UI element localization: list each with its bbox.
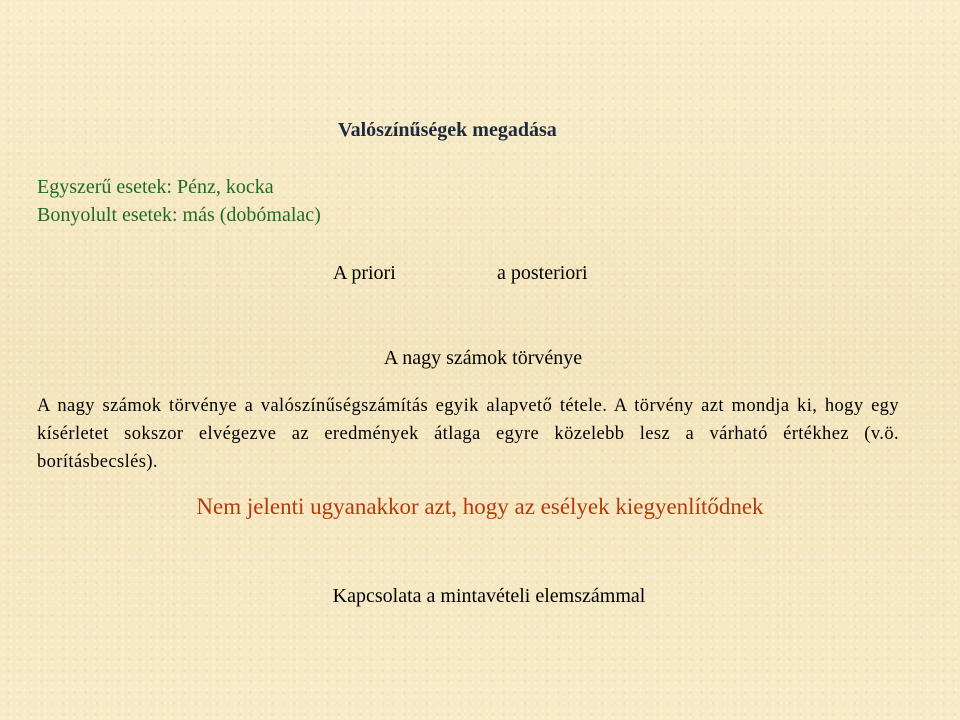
slide-title: Valószínűségek megadása [338,119,557,141]
law-paragraph: A nagy számok törvénye a valószínűségszámítás egyik alapvető tétele. A törvény azt mondja ki, hogy egy kísérletet sokszor elvégezve az eredmények átlaga egyre közelebb lesz a várható értékhez (v.ö. borításbecslés). [37,396,899,472]
a-posteriori-label: a posteriori [497,262,588,284]
warning-line: Nem jelenti ugyanakkor azt, hogy az esélyek kiegyenlítődnek [196,494,764,519]
a-priori-label: A priori [333,262,396,284]
complex-cases-line: Bonyolult esetek: más (dobómalac) [37,204,321,226]
sample-size-relation-line: Kapcsolata a mintavételi elemszámmal [332,585,646,607]
simple-cases-line: Egyszerű esetek: Pénz, kocka [37,176,274,198]
law-heading: A nagy számok törvénye [383,347,583,369]
